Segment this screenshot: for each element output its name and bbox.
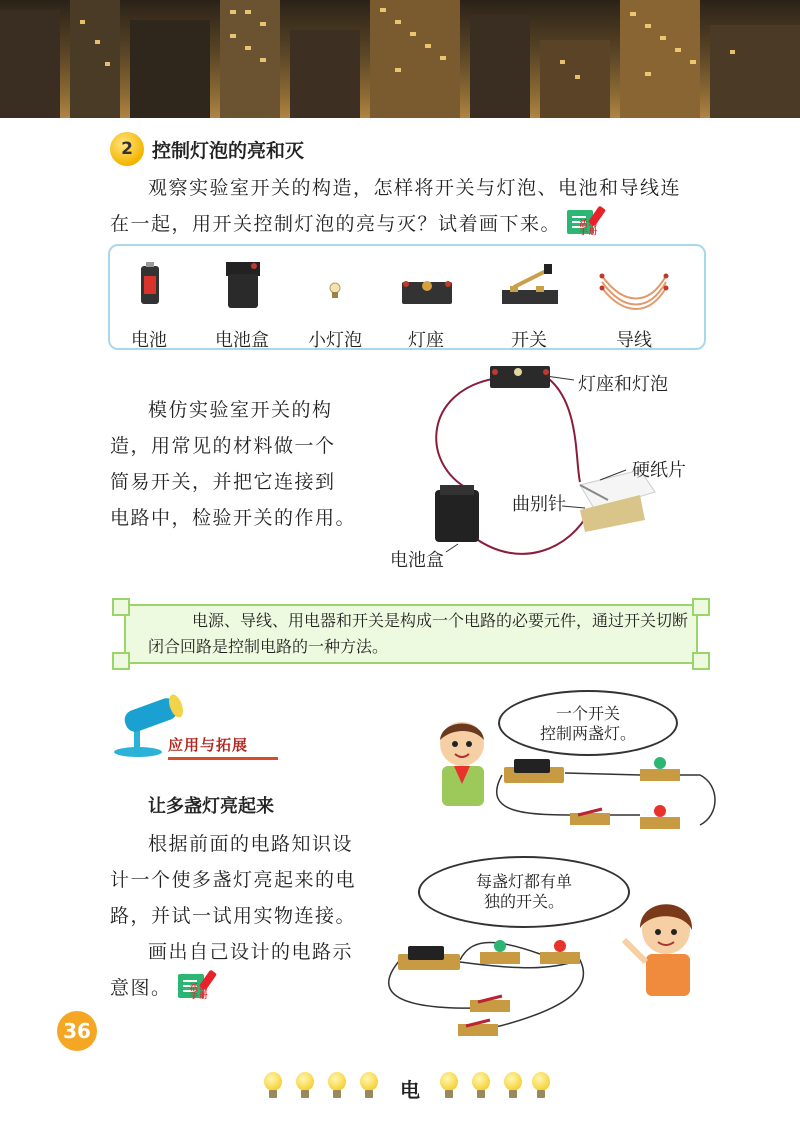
component-label-switch: 开关 (511, 330, 547, 351)
intro-line-1: 观察实验室开关的构造，怎样将开关与灯泡、电池和导线连 (148, 177, 682, 199)
experiment-line-2: 造，用常见的材料做一个 (110, 435, 336, 457)
activity-book-label-2: 活动手册 (190, 983, 210, 1000)
bubble1-line-2: 控制两盏灯。 (539, 724, 636, 743)
application-paragraph (110, 826, 370, 1006)
component-bulb (308, 256, 362, 351)
application-line-2: 计一个使多盏灯亮起来的电 (110, 869, 357, 891)
application-line-3: 路，并试一试用实物连接。 (110, 905, 357, 927)
bubble1-line-1: 一个开关 (555, 704, 620, 723)
application-section-emblem (104, 694, 284, 766)
footer-chapter-title: 电 (400, 1078, 420, 1102)
bulb-icon (360, 1072, 378, 1100)
footer-bar (262, 1068, 552, 1108)
bubble2-line-2: 独的开关。 (483, 892, 564, 911)
application-label (168, 734, 278, 760)
page-number-badge: 36 (57, 1011, 97, 1051)
label-lamp-and-bulb: 灯座和灯泡 (578, 374, 668, 395)
intro-paragraph (110, 170, 710, 242)
bulb-icon (264, 1072, 282, 1100)
bulb-icon (328, 1072, 346, 1100)
application-label-text: 应用与拓展 (168, 736, 249, 754)
header-banner-image (0, 0, 800, 118)
summary-text: 电源、导线、用电器和开关是构成一个电路的必要元件，通过开关切断闭合回路是控制电路的一种方法。 (148, 611, 689, 656)
wires-icon (594, 256, 674, 316)
activity-book-icon (565, 206, 601, 236)
application-line-4: 画出自己设计的电路示 (148, 941, 354, 963)
bulb-icon (532, 1072, 550, 1100)
component-battery-box (214, 256, 270, 351)
speech-bubble-separate-switch (418, 856, 630, 928)
application-line-1: 根据前面的电路知识设 (148, 833, 354, 855)
component-label-lamp-holder: 灯座 (408, 330, 444, 351)
application-line-5-text: 意图。 (110, 977, 172, 999)
label-cardboard: 硬纸片 (632, 460, 686, 481)
component-battery (124, 256, 174, 351)
intro-line-2 (110, 206, 710, 242)
component-wires (594, 256, 674, 351)
component-lamp-holder (396, 256, 456, 351)
section-title: 控制灯泡的亮和灭 (152, 139, 305, 162)
component-switch (496, 256, 562, 351)
experiment-line-1: 模仿实验室开关的构 (148, 399, 333, 421)
activity-book-icon-2 (176, 970, 212, 1000)
small-bulb-icon (310, 256, 360, 316)
label-paper-clip: 曲别针 (512, 494, 566, 515)
intro-line-2-text: 在一起，用开关控制灯泡的亮与灭？试着画下来。 (110, 213, 562, 235)
components-panel (108, 244, 706, 350)
summary-box (112, 598, 710, 670)
girl-illustration (620, 890, 710, 1000)
activity-book-label: 活动手册 (579, 219, 599, 236)
component-label-wires: 导线 (616, 330, 652, 351)
bulb-icon (296, 1072, 314, 1100)
bulb-icon (472, 1072, 490, 1100)
bulb-icon (504, 1072, 522, 1100)
bulb-icon (440, 1072, 458, 1100)
city-skyline-illustration (0, 0, 800, 118)
component-label-battery-box: 电池盒 (215, 330, 269, 351)
knife-switch-icon (496, 256, 562, 316)
section-number-badge: 2 (110, 132, 144, 166)
circuit-separate-switches-illustration (380, 930, 600, 1040)
experiment-paragraph (110, 392, 370, 536)
section-heading (110, 132, 304, 166)
component-label-bulb: 小灯泡 (308, 330, 362, 351)
bubble2-line-1: 每盏灯都有单 (475, 872, 572, 891)
lamp-holder-icon (396, 256, 456, 316)
component-label-battery: 电池 (131, 330, 167, 351)
application-line-5 (110, 970, 370, 1006)
battery-box-icon (214, 256, 270, 316)
application-title: 让多盏灯亮起来 (148, 796, 274, 817)
experiment-line-3: 简易开关，并把它连接到 (110, 471, 336, 493)
circuit-one-switch-illustration (490, 745, 720, 840)
battery-icon (124, 256, 174, 316)
label-battery-box: 电池盒 (390, 550, 444, 571)
experiment-line-4: 电路中，检验开关的作用。 (110, 507, 357, 529)
